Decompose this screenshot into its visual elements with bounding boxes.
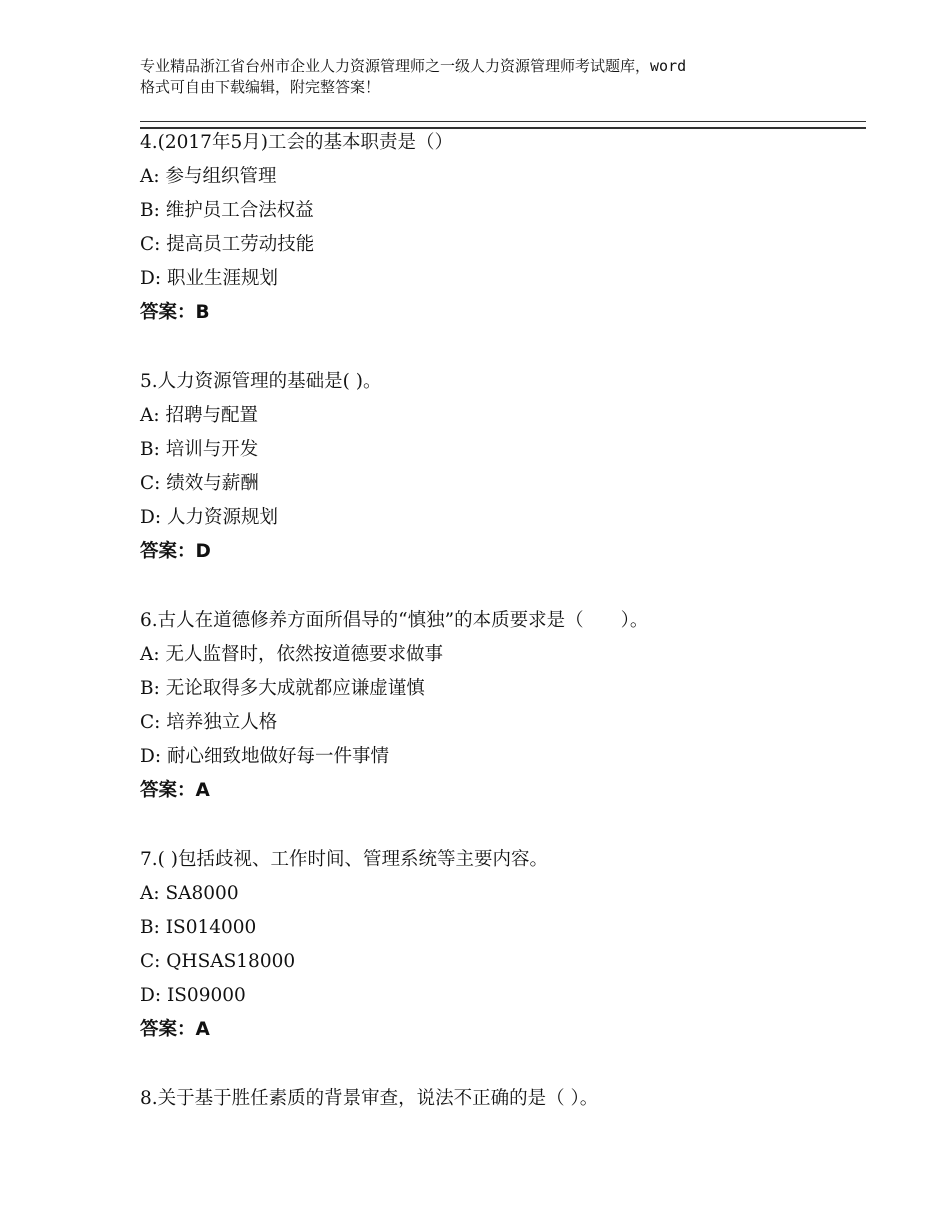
question-5 <box>140 365 866 569</box>
answer-label: 答案：B <box>140 302 210 323</box>
question-7 <box>140 843 866 1047</box>
answer-label: 答案：A <box>140 1019 210 1040</box>
option-d: D: 人力资源规划 <box>140 507 278 528</box>
option-a: A: 无人监督时，依然按道德要求做事 <box>140 644 443 665</box>
question-6 <box>140 604 866 808</box>
option-a: A: 招聘与配置 <box>140 405 258 426</box>
option-c: C: 绩效与薪酬 <box>140 473 259 494</box>
option-c: C: 培养独立人格 <box>140 712 278 733</box>
question-spacer <box>140 1047 866 1082</box>
option-a: A: 参与组织管理 <box>140 166 277 187</box>
question-stem: 8.关于基于胜任素质的背景审查，说法不正确的是（ ）。 <box>140 1088 599 1109</box>
question-spacer <box>140 569 866 604</box>
option-c: C: QHSAS18000 <box>140 951 296 972</box>
question-list <box>140 126 866 1116</box>
answer-label: 答案：A <box>140 780 210 801</box>
question-spacer <box>140 808 866 843</box>
option-b: B: 维护员工合法权益 <box>140 200 314 221</box>
option-d: D: IS09000 <box>140 985 246 1006</box>
question-stem: 7.( )包括歧视、工作时间、管理系统等主要内容。 <box>140 849 548 870</box>
question-8 <box>140 1082 866 1116</box>
option-b: B: IS014000 <box>140 917 257 938</box>
header-title-line-1: 专业精品浙江省台州市企业人力资源管理师之一级人力资源管理师考试题库，word <box>140 57 687 75</box>
header-title-line-2: 格式可自由下载编辑，附完整答案！ <box>140 78 381 96</box>
question-spacer <box>140 330 866 365</box>
question-4 <box>140 126 866 330</box>
option-b: B: 无论取得多大成就都应谦虚谨慎 <box>140 678 425 699</box>
question-stem: 5.人力资源管理的基础是( )。 <box>140 371 382 392</box>
option-d: D: 职业生涯规划 <box>140 268 278 289</box>
document-header <box>140 56 830 98</box>
option-a: A: SA8000 <box>140 883 239 904</box>
answer-label: 答案：D <box>140 541 211 562</box>
question-stem: 4.(2017年5月)工会的基本职责是（） <box>140 132 453 153</box>
question-stem: 6.古人在道德修养方面所倡导的“慎独”的本质要求是（ ）。 <box>140 610 649 631</box>
option-c: C: 提高员工劳动技能 <box>140 234 315 255</box>
option-d: D: 耐心细致地做好每一件事情 <box>140 746 389 767</box>
option-b: B: 培训与开发 <box>140 439 259 460</box>
